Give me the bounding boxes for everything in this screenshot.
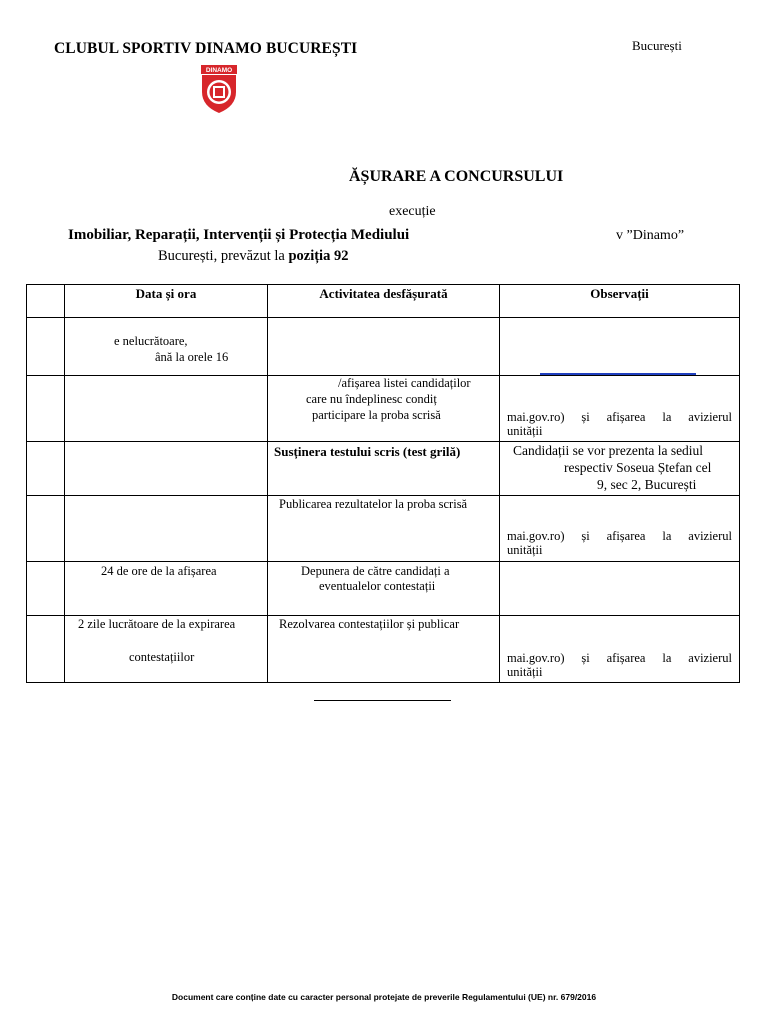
table-row bbox=[27, 442, 740, 496]
table-row bbox=[27, 562, 740, 616]
city-label: București bbox=[632, 38, 682, 53]
table-row bbox=[27, 616, 740, 683]
club-name: CLUBUL SPORTIV DINAMO BUCUREȘTI bbox=[54, 40, 358, 57]
table-row bbox=[27, 318, 740, 376]
activity-cell: Depunera de către candidați a eventualelor contestații bbox=[268, 562, 500, 616]
separator-line bbox=[314, 700, 451, 701]
activity-cell: Susținera testului scris (test grilă) bbox=[268, 442, 500, 496]
row-index-cell bbox=[27, 318, 65, 376]
date-cell: e nelucrătoare, ână la orele 16 bbox=[65, 318, 268, 376]
observation-cell: Candidații se vor prezenta la sediul respectiv Soseua Ștefan cel 9, sec 2, București bbox=[500, 442, 740, 496]
subtitle-line-2-right: v ”Dinamo” bbox=[616, 228, 685, 243]
activity-cell bbox=[268, 318, 500, 376]
subtitle-line-2: Imobiliar, Reparații, Intervenții și Protecția Mediului bbox=[68, 227, 410, 243]
date-cell bbox=[65, 496, 268, 562]
activity-cell: Rezolvarea contestațiilor și publicar bbox=[268, 616, 500, 683]
schedule-table bbox=[26, 284, 740, 683]
row-index-cell bbox=[27, 616, 65, 683]
row-index-cell bbox=[27, 376, 65, 442]
row-index-cell bbox=[27, 442, 65, 496]
document-title: ĂȘURARE A CONCURSULUI bbox=[349, 168, 564, 185]
table-header-row bbox=[27, 285, 740, 318]
date-cell: 2 zile lucrătoare de la expirarea contestațiilor bbox=[65, 616, 268, 683]
svg-text:DINAMO: DINAMO bbox=[205, 67, 233, 75]
date-cell bbox=[65, 376, 268, 442]
activity-cell: Publicarea rezultatelor la proba scrisă bbox=[268, 496, 500, 562]
table-row bbox=[27, 376, 740, 442]
observation-cell: mai.gov.ro) și afișarea la avizierul unității bbox=[500, 376, 740, 442]
observation-cell bbox=[500, 562, 740, 616]
subtitle-line-3: București, prevăzut la poziția 92 bbox=[158, 248, 349, 264]
table-row bbox=[27, 496, 740, 562]
date-cell: 24 de ore de la afișarea bbox=[65, 562, 268, 616]
row-index-cell bbox=[27, 496, 65, 562]
position-number: poziția 92 bbox=[288, 248, 349, 264]
dinamo-logo bbox=[199, 64, 239, 114]
header-observations: Observații bbox=[500, 285, 740, 318]
header-index bbox=[27, 285, 65, 318]
header-activity: Activitatea desfășurată bbox=[268, 285, 500, 318]
footer-note: Document care conține date cu caracter personal protejate de preverile Regulamentului (UE) nr. 679/2016 bbox=[171, 992, 597, 1002]
activity-cell: /afișarea listei candidaților care nu îndeplinesc condiț participare la proba scrisă bbox=[268, 376, 500, 442]
date-cell bbox=[65, 442, 268, 496]
observation-cell: mai.gov.ro) și afișarea la avizierul unității bbox=[500, 616, 740, 683]
row-index-cell bbox=[27, 562, 65, 616]
header-date-time: Data și ora bbox=[65, 285, 268, 318]
observation-cell bbox=[500, 318, 740, 376]
subtitle-line-1: execuție bbox=[389, 204, 436, 219]
observation-cell: mai.gov.ro) și afișarea la avizierul unității bbox=[500, 496, 740, 562]
